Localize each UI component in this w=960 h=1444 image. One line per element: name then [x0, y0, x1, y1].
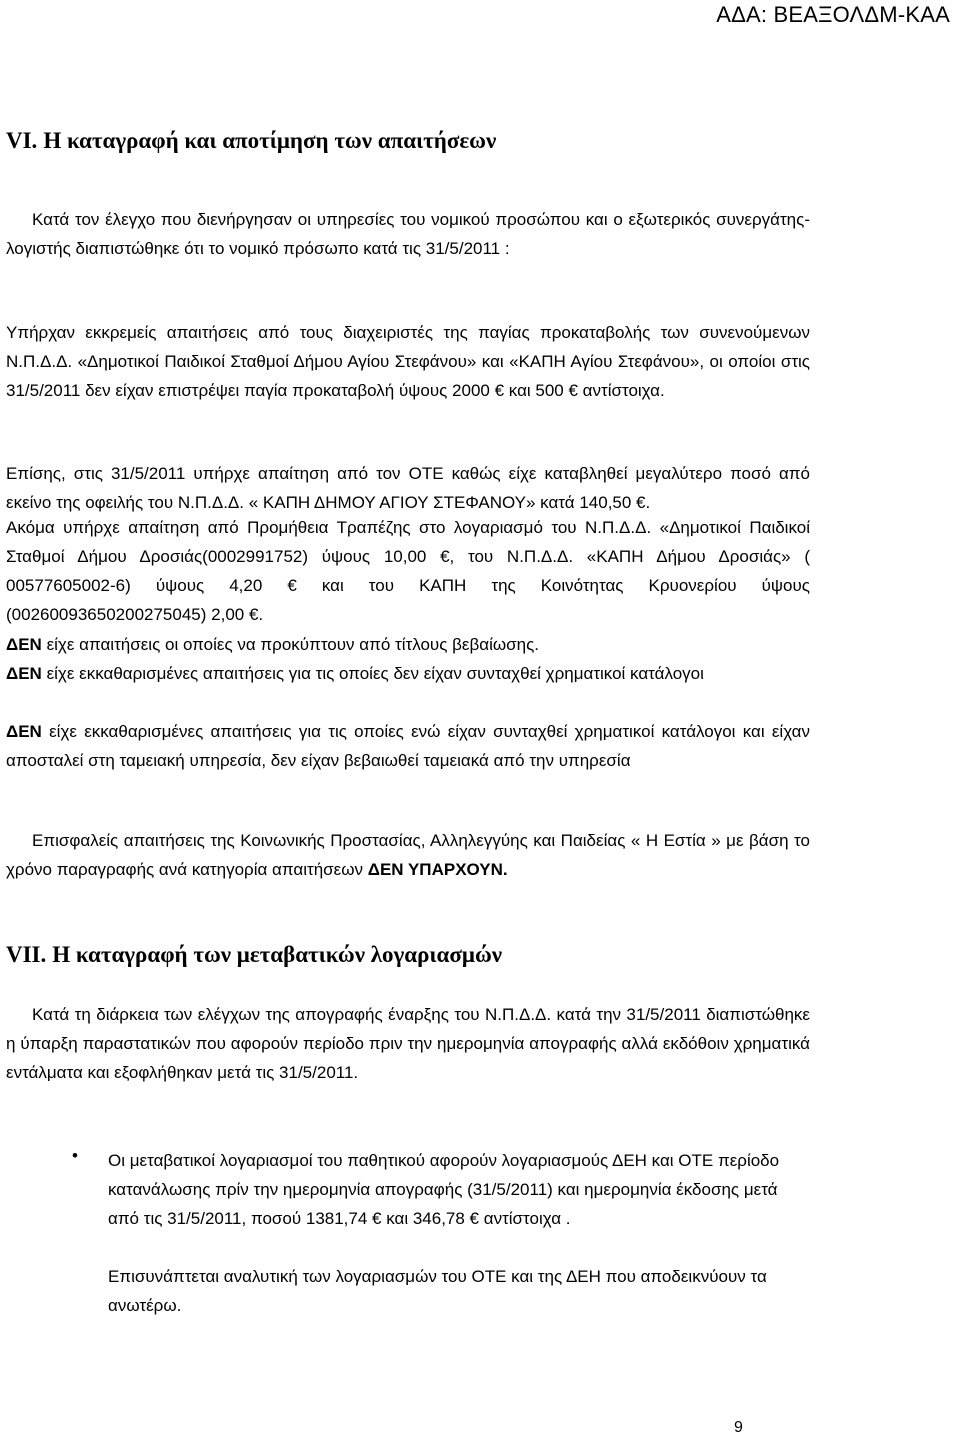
section-6-paragraph-4: Ακόμα υπήρχε απαίτηση από Προμήθεια Τραπέζης στο λογαριασμό του Ν.Π.Δ.Δ. «Δημοτικοί Παιδικοί Σταθμοί Δήμου Δροσιάς(0002991752) ύψους 10,00 €, του Ν.Π.Δ.Δ. «ΚΑΠΗ Δήμου Δροσιάς» ( 00577605002-6) ύψους 4,20 € και του ΚΑΠΗ της Κοινότητας Κρυονερίου ύψους (00260093650200275045) 2,00 €.: [6, 518, 810, 624]
section-6-heading: [6, 128, 496, 154]
section-7-number: VII.: [6, 942, 47, 967]
section-6-paragraph-5: [6, 630, 810, 659]
bold-den-1: ΔΕΝ: [6, 635, 42, 654]
section-6-number: VI.: [6, 128, 38, 153]
bullet-dot: •: [72, 1146, 78, 1165]
section-6-paragraph-8-text: Επισφαλείς απαιτήσεις της Κοινωνικής Προστασίας, Αλληλεγγύης και Παιδείας « Η Εστία » με βάση το χρόνο παραγραφής ανά κατηγορία απαιτήσεων: [6, 831, 810, 879]
section-7-heading: [6, 942, 502, 968]
section-6-paragraph-2: Υπήρχαν εκκρεμείς απαιτήσεις από τους διαχειριστές της παγίας προκαταβολής των συνενούμενων Ν.Π.Δ.Δ. «Δημοτικοί Παιδικοί Σταθμοί Δήμου Αγίου Στεφάνου» και «ΚΑΠΗ Αγίου Στεφάνου», οι οποίοι στις 31/5/2011 δεν είχαν επιστρέψει παγία προκαταβολή ύψους 2000 € και 500 € αντίστοιχα.: [6, 323, 810, 400]
bold-den-2: ΔΕΝ: [6, 664, 42, 683]
section-6-paragraph-3: Επίσης, στις 31/5/2011 υπήρχε απαίτηση από τον ΟΤΕ καθώς είχε καταβληθεί μεγαλύτερο ποσό από εκείνο της οφειλής του Ν.Π.Δ.Δ. « ΚΑΠΗ ΔΗΜΟΥ ΑΓΙΟΥ ΣΤΕΦΑΝΟΥ» κατά 140,50 €.: [6, 464, 810, 512]
section-6-paragraph-7-text: είχε εκκαθαρισμένες απαιτήσεις για τις οποίες ενώ είχαν συνταχθεί χρηματικοί κατάλογοι και είχαν αποσταλεί στη ταμειακή υπηρεσία, δεν είχαν βεβαιωθεί ταμειακά από την υπηρεσία: [6, 722, 810, 770]
bold-den-yparxoun: ΔΕΝ ΥΠΑΡΧΟΥΝ.: [367, 860, 508, 879]
section-6-title: Η καταγραφή και αποτίμηση των απαιτήσεων: [43, 128, 497, 153]
section-7-title: Η καταγραφή των μεταβατικών λογαριασμών: [52, 942, 503, 967]
section-6-paragraph-7: [6, 717, 810, 775]
section-7-bullet-1-continued: Επισυνάπτεται αναλυτική των λογαριασμών του ΟΤΕ και της ΔΕΗ που αποδεικνύουν τα ανωτέρω.: [108, 1267, 767, 1315]
section-7-paragraph-1: Κατά τη διάρκεια των ελέγχων της απογραφής έναρξης του Ν.Π.Δ.Δ. κατά την 31/5/2011 διαπιστώθηκε η ύπαρξη παραστατικών που αφορούν περίοδο πριν την ημερομηνία απογραφής αλλά εκδόθοιν χρηματικά εντάλματα και εξοφλήθηκαν μετά τις 31/5/2011.: [6, 1005, 810, 1082]
section-6-paragraph-8: [6, 826, 810, 884]
section-6-paragraph-1: Κατά τον έλεγχο που διενήργησαν οι υπηρεσίες του νομικού προσώπου και ο εξωτερικός συνεργάτης-λογιστής διαπιστώθηκε ότι το νομικό πρόσωπο κατά τις 31/5/2011 :: [6, 210, 810, 258]
bold-den-3: ΔΕΝ: [6, 722, 42, 741]
section-6-paragraph-5-text: είχε απαιτήσεις οι οποίες να προκύπτουν από τίτλους βεβαίωσης.: [41, 635, 539, 654]
section-7-bullet-1: Οι μεταβατικοί λογαριασμοί του παθητικού αφορούν λογαριασμούς ΔΕΗ και ΟΤΕ περίοδο κατανάλωσης πρίν την ημερομηνία απογραφής (31/5/2011) και ημερομηνία έκδοσης μετά από τις 31/5/2011, ποσού 1381,74 € και 346,78 € αντίστοιχα .: [108, 1151, 780, 1228]
ada-code: ΑΔΑ: ΒΕΑΞΟΛΔΜ-ΚΑΑ: [716, 2, 950, 27]
page-number: 9: [734, 1419, 743, 1436]
section-6-paragraph-6-text: είχε εκκαθαρισμένες απαιτήσεις για τις οποίες δεν είχαν συνταχθεί χρηματικοί κατάλογοι: [41, 664, 704, 683]
section-6-paragraph-6: [6, 659, 810, 688]
